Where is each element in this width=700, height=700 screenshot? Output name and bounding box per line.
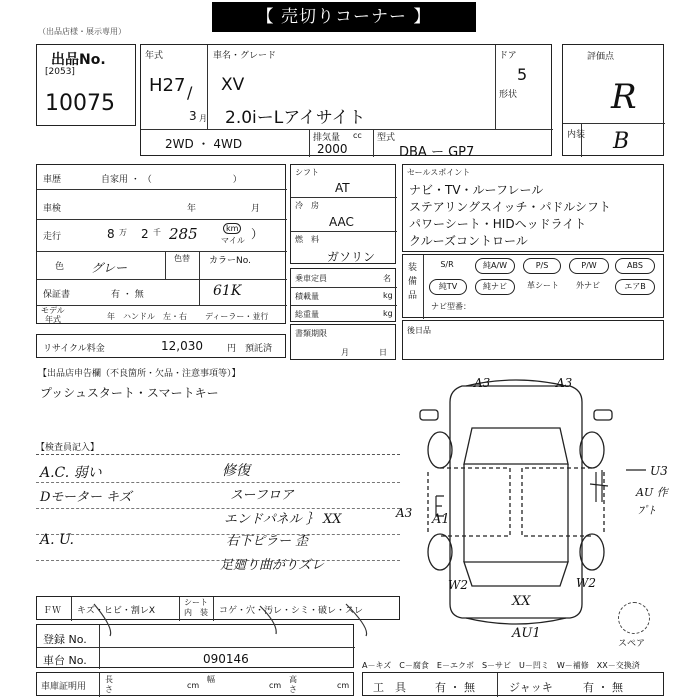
inspector-note: A.C. 弱い <box>40 465 102 481</box>
registration-label: 登録 No. <box>43 633 87 646</box>
sale-point-line: クルーズコントロール <box>409 234 528 248</box>
damage-mark: W2 <box>576 576 596 590</box>
vehicle-info-box <box>36 164 286 324</box>
shift-label: シフト <box>295 168 319 177</box>
mileage-unit-km: km <box>223 223 241 234</box>
inspection-year-unit: 年 <box>187 204 197 214</box>
inspector-note: 右下ピラー 歪 <box>226 534 309 549</box>
load-unit: kg <box>383 291 393 300</box>
grade-label: 評価点 <box>587 52 615 62</box>
dealer-text: ディーラー・並行 <box>205 312 269 321</box>
inspector-note: A. U. <box>40 532 74 548</box>
mileage-label: 走行 <box>43 232 62 242</box>
garage-cert-label: 車庫証明用 <box>41 682 87 692</box>
navi-type-label: ナビ型番： <box>431 302 471 311</box>
recycle-label: リサイクル料金 <box>43 344 105 354</box>
spare-label: スペア <box>618 639 646 649</box>
damage-mark: U3 <box>650 464 668 478</box>
equip-abs: ABS <box>615 258 655 274</box>
equip-genuine-tv: 純TV <box>429 279 467 295</box>
fw-text: キズ・ヒビ・割レX <box>77 606 155 616</box>
side-note-2: ﾌﾟﾄ <box>638 504 655 517</box>
vehicle-header-box <box>140 44 552 160</box>
document-period-month: 月 <box>341 348 349 357</box>
tools-label: 工 具 <box>373 681 406 694</box>
sale-point-line: パワーシート・HIDヘッドライト <box>409 217 587 231</box>
capacity-label: 乗車定員 <box>295 274 327 283</box>
lot-number: 10075 <box>45 91 115 116</box>
document-period-box <box>290 324 396 360</box>
shape-label: 形状 <box>499 90 518 100</box>
history-value: 自家用 ・ （ ） <box>101 175 242 185</box>
model-grade: 2.0iーLアイサイト <box>225 108 366 128</box>
recycle-unit: 円 預託済 <box>227 344 273 354</box>
damage-mark: XX <box>512 594 531 609</box>
after-items-box <box>402 320 664 360</box>
lot-number-box <box>36 44 136 126</box>
type-value: DBA ー GP7 <box>399 145 475 160</box>
cert-height-unit: cm <box>337 681 350 690</box>
type-label: 型式 <box>377 133 396 143</box>
equip-aftermarket-navi: 外ナビ <box>576 281 600 290</box>
color-code-label: カラーNo. <box>209 256 251 266</box>
equipment-box <box>402 254 664 318</box>
equip-genuine-navi: 純ナビ <box>475 279 515 295</box>
equipment-label: 装備品 <box>408 263 418 301</box>
cert-height-label: 高さ <box>289 675 297 694</box>
inspector-note: 修復 <box>222 463 250 479</box>
cert-width-label: 幅 <box>207 675 215 684</box>
weight-label: 総重量 <box>295 310 319 319</box>
equip-power-window: P/W <box>569 258 609 274</box>
equip-airbag: エアB <box>615 279 655 295</box>
car-damage-diagram <box>400 372 700 630</box>
seller-notes-label: 【出品店申告欄（不良箇所・欠品・注意事項等）】 <box>38 369 241 379</box>
side-note: AU 作 <box>636 486 668 499</box>
lot-tag: [2053] <box>45 67 75 77</box>
weight-unit: kg <box>383 309 393 318</box>
doors-value: 5 <box>517 65 528 84</box>
damage-mark: A3 <box>474 376 491 390</box>
damage-mark: AU1 <box>512 626 541 641</box>
seat-label-1: シート <box>184 598 208 607</box>
sale-points-box <box>402 164 664 252</box>
tools-value: 有 ・ 無 <box>435 681 475 694</box>
cert-length-unit: cm <box>187 681 200 690</box>
color-value: グレー <box>91 261 128 275</box>
jack-label: ジャッキ <box>509 681 553 694</box>
color-label: 色 <box>55 262 65 272</box>
warranty-value: 有 ・ 無 <box>111 290 144 300</box>
sale-corner-banner: 【 売切りコーナー 】 <box>212 2 476 32</box>
displacement-label: 排気量 <box>313 133 341 143</box>
damage-mark: A3 <box>396 506 413 520</box>
mileage-unit-mile: マイル <box>221 236 245 245</box>
year-month: 3 <box>189 109 197 123</box>
fuel-label: 燃 料 <box>295 235 319 244</box>
mileage-paren: ） <box>251 227 264 241</box>
recycle-box <box>36 334 286 358</box>
sale-point-line: ステアリングスイッチ・パドルシフト <box>409 200 611 214</box>
document-period-label: 書類期限 <box>295 329 327 338</box>
damage-mark: W2 <box>448 578 468 592</box>
capacity-unit: 名 <box>383 274 391 283</box>
equip-genuine-aw: 純A/W <box>475 258 515 274</box>
doors-label: ドア <box>499 51 517 61</box>
lot-number-label: 出品No. <box>51 52 106 68</box>
equip-sunroof: S/R <box>440 260 454 269</box>
color-change-label: 色替 <box>174 254 190 263</box>
cert-length-label: 長さ <box>105 675 113 694</box>
displacement-value: 2000 <box>317 142 348 156</box>
displacement-unit: cc <box>353 131 362 140</box>
jack-value: 有 ・ 無 <box>583 681 623 694</box>
seller-notes-text: プッシュスタート・スマートキー <box>40 386 219 400</box>
inspection-month-unit: 月 <box>251 204 261 214</box>
garage-cert-box <box>36 672 354 696</box>
model-name: XV <box>221 75 245 95</box>
damage-mark: A3 <box>556 376 573 390</box>
equip-leather-seat: 革シート <box>527 281 559 290</box>
warranty-label: 保証書 <box>43 290 71 300</box>
history-label: 車歴 <box>43 175 62 185</box>
after-items-label: 後日品 <box>407 326 431 335</box>
model-year-unit: 年 <box>107 312 115 321</box>
year-label: 年式 <box>145 51 164 61</box>
grade-box <box>562 44 664 156</box>
tools-box <box>362 672 664 696</box>
inspector-label: 【検査員記入】 <box>36 443 100 453</box>
equip-power-steering: P/S <box>523 258 561 274</box>
seat-label-2: 内 装 <box>184 608 208 617</box>
shift-value: AT <box>335 181 350 195</box>
damage-legend: A－キズ C－腐食 E－エクボ S－サビ U－凹ミ W－補修 XX－交換済 <box>362 661 640 670</box>
seat-text: コゲ・穴・汚レ・シミ・破レ・スレ <box>219 606 364 616</box>
interior-value: B <box>613 129 630 154</box>
grade-value: R <box>611 77 637 117</box>
mileage-sen-unit: 千 <box>153 228 161 237</box>
handwritten-scribble <box>80 598 410 638</box>
cert-width-unit: cm <box>269 681 282 690</box>
chassis-label: 車台 No. <box>43 654 87 667</box>
year-month-unit: 月 <box>199 114 207 123</box>
inspector-note: 足廻り曲がりズレ <box>220 558 325 573</box>
mileage-man-unit: 万 <box>119 228 127 237</box>
inspector-note: スーフロア <box>230 488 294 503</box>
mileage-rest: 285 <box>169 225 198 243</box>
mileage-man: 8 <box>107 227 115 241</box>
recycle-value: 12,030 <box>161 339 203 353</box>
chassis-value: 090146 <box>203 652 249 666</box>
ac-value: AAC <box>329 215 354 229</box>
fuel-value: ガソリン <box>327 250 376 264</box>
mileage-sen: 2 <box>141 227 149 241</box>
year-slash: / <box>187 83 193 102</box>
model-label: 車名・グレード <box>213 51 277 61</box>
color-code-value: 61K <box>213 283 242 299</box>
damage-mark: A1 <box>432 512 450 527</box>
inspection-label: 車検 <box>43 204 62 214</box>
interior-label: 内装 <box>567 130 586 140</box>
model-year-label1: モデル <box>41 306 65 315</box>
sale-points-label: セールスポイント <box>407 168 471 177</box>
spare-tire-icon <box>618 602 650 634</box>
year-era: H27 <box>149 75 186 96</box>
drive-type: 2WD ・ 4WD <box>165 137 243 151</box>
document-period-day: 日 <box>379 348 387 357</box>
header-cut-text: （出品店様・展示専用） <box>38 27 126 36</box>
model-year-label2: 年式 <box>45 315 61 324</box>
handle-text: ハンドル 左・右 <box>123 312 187 321</box>
load-label: 積載量 <box>295 292 319 301</box>
inspector-note: エンドパネル ｝ XX <box>224 512 342 527</box>
fw-label: ＦＷ <box>43 606 62 616</box>
capacity-box <box>290 268 396 322</box>
sale-point-line: ナビ・TV・ルーフレール <box>409 183 544 197</box>
ac-label: 冷 房 <box>295 201 319 210</box>
inspector-note: Dモーター キズ <box>40 490 132 505</box>
shift-box <box>290 164 396 264</box>
